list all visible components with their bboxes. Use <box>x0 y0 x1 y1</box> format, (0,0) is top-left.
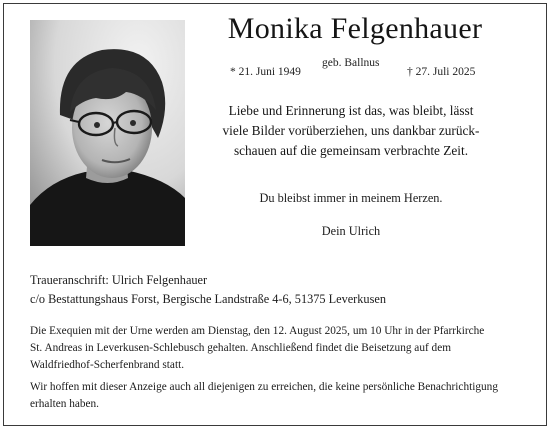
poem-line: viele Bilder vorüberziehen, uns dankbar zurück- <box>222 123 480 138</box>
exequies-line: St. Andreas in Leverkusen-Schlebusch gehalten. Anschließend findet die Beisetzung auf dem <box>30 342 452 354</box>
dedication-line: Du bleibst immer in meinem Herzen. <box>259 191 443 205</box>
birth-date: * 21. Juni 1949 <box>230 66 301 78</box>
memorial-poem <box>206 101 496 161</box>
closing-line: erhalten haben. <box>30 398 100 410</box>
address-line: c/o Bestattungshaus Forst, Bergische Landstraße 4-6, 51375 Leverkusen <box>30 292 386 306</box>
death-date: † 27. Juli 2025 <box>407 66 476 78</box>
portrait-image <box>30 20 185 246</box>
exequies-paragraph <box>30 323 535 374</box>
mourning-address <box>30 271 530 309</box>
closing-paragraph <box>30 379 535 413</box>
exequies-line: Waldfriedhof-Scherfenbrand statt. <box>30 359 185 371</box>
address-line: Traueranschrift: Ulrich Felgenhauer <box>30 273 208 287</box>
deceased-name: Monika Felgenhauer <box>227 12 483 45</box>
exequies-line: Die Exequien mit der Urne werden am Dienstag, den 12. August 2025, um 10 Uhr in der Pfarrkirche <box>30 325 485 337</box>
poem-line: Liebe und Erinnerung ist das, was bleibt, lässt <box>228 103 474 118</box>
birth-name: geb. Ballnus <box>322 57 380 69</box>
closing-line: Wir hoffen mit dieser Anzeige auch all diejenigen zu erreichen, die keine persönliche Benachrichtigung <box>30 381 498 393</box>
signature: Dein Ulrich <box>321 224 381 238</box>
portrait-photo <box>30 20 185 246</box>
poem-line: schauen auf die gemeinsam verbrachte Zeit. <box>233 143 469 158</box>
